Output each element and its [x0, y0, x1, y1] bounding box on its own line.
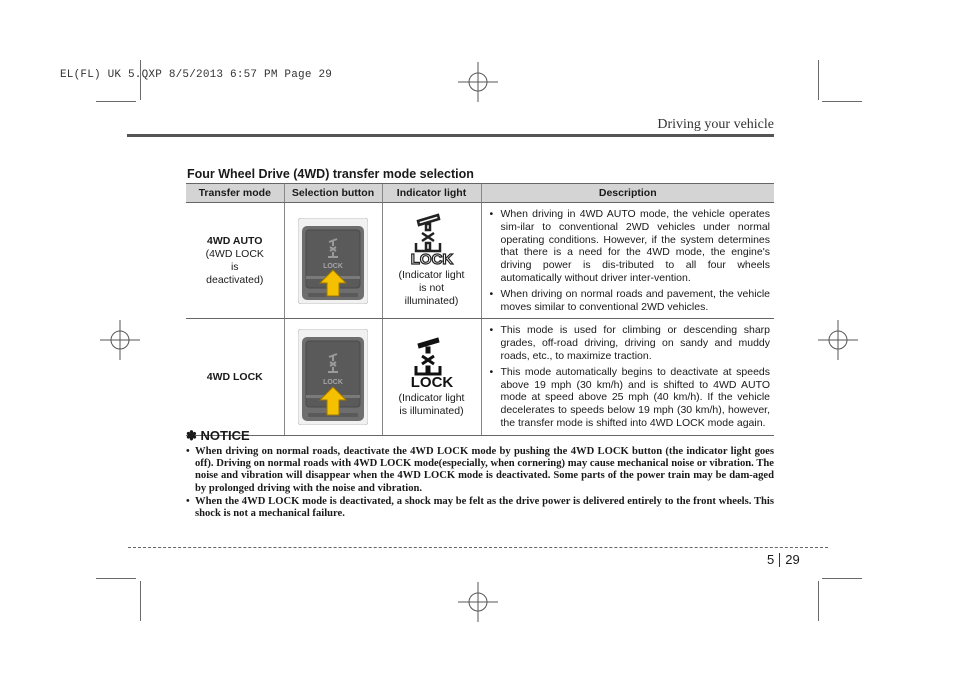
- 4wd-lock-indicator-off-icon: [401, 213, 463, 265]
- notice-heading: [186, 428, 774, 444]
- transfer-mode-cell: [186, 203, 284, 319]
- 4wd-lock-button-illustration: [298, 329, 368, 425]
- transfer-mode-table: [186, 183, 774, 436]
- indicator-caption: (Indicator light is not illuminated): [398, 269, 465, 308]
- description-item: • When driving in 4WD AUTO mode, the vehicle operates sim-ilar to conventional 2WD vehicles under normal operating conditions. However, if the system determines that there is a need for the 4WD mode, the engine's driving power is dis-tributed to all four wheels automatically without driver inter-vention.: [488, 208, 771, 285]
- description-cell: [481, 203, 774, 319]
- crop-mark: [96, 101, 136, 102]
- notice-star-icon: ✽: [186, 428, 197, 443]
- selection-button-cell: [284, 319, 382, 435]
- section-title: Driving your vehicle: [657, 117, 774, 132]
- description-item: • When driving on normal roads and pavement, the vehicle moves similar to conventional 2WD vehicles.: [488, 288, 771, 314]
- column-header-transfer-mode: Transfer mode: [186, 184, 284, 203]
- description-item: • This mode automatically begins to deactivate at speeds above 19 mph (30 km/h) and is shifted to 4WD AUTO mode at speed above 25 mph (40 km/h). If the vehicle decelerates to speeds below 19 mph (30 km/h), however, the transfer mode is shifted into 4WD LOCK mode again.: [488, 366, 771, 430]
- 4wd-lock-indicator-on-icon: [401, 336, 463, 388]
- description-cell: [481, 319, 774, 435]
- button-lock-label: LOCK: [323, 262, 343, 270]
- notice-item: • When the 4WD LOCK mode is deactivated, a shock may be felt as the drive power is delivered entirely to the front wheels. This shock is not a mechanical failure.: [186, 496, 774, 520]
- notice-item: • When driving on normal roads, deactivate the 4WD LOCK mode by pushing the 4WD LOCK button (the indicator light goes off). Driving on normal roads with 4WD LOCK mode(especially, when cornering) may cause mechanical noise or vibration. The noise and vibration will disappear when the 4WD LOCK mode is deactivated. Some parts of the power train may be dam-aged by prolonged driving with the noise and vibration.: [186, 446, 774, 495]
- crop-mark: [822, 101, 862, 102]
- crop-mark: [818, 581, 819, 621]
- indicator-lock-text: LOCK: [410, 374, 453, 389]
- registration-mark-bottom: [458, 582, 498, 622]
- notice-list: [186, 446, 774, 520]
- table-header-row: [186, 184, 774, 203]
- indicator-light-cell: [382, 203, 481, 319]
- chapter-number: 5: [767, 552, 775, 567]
- table-row: [186, 203, 774, 319]
- column-header-description: Description: [481, 184, 774, 203]
- mode-name: 4WD LOCK: [206, 370, 263, 383]
- notice-box: [186, 428, 774, 521]
- crop-mark: [822, 578, 862, 579]
- column-header-indicator-light: Indicator light: [382, 184, 481, 203]
- description-item: • This mode is used for climbing or descending sharp grades, off-road driving, driving on sandy and muddy roads, etc., to maximize traction.: [488, 324, 771, 362]
- crop-mark: [96, 578, 136, 579]
- table-row: [186, 319, 774, 435]
- button-lock-label: LOCK: [323, 379, 343, 387]
- indicator-light-cell: [382, 319, 481, 435]
- description-list: [488, 208, 771, 313]
- selection-button-cell: [284, 203, 382, 319]
- footer-rule: [128, 547, 828, 548]
- header-rule: [127, 134, 774, 137]
- page-number-divider: [779, 553, 780, 567]
- table-title: Four Wheel Drive (4WD) transfer mode selection: [187, 167, 474, 181]
- description-list: [488, 324, 771, 429]
- column-header-selection-button: Selection button: [284, 184, 382, 203]
- registration-mark-right: [818, 320, 858, 360]
- page-number-value: 29: [785, 552, 800, 567]
- indicator-lock-text: LOCK: [410, 251, 453, 266]
- crop-mark: [818, 60, 819, 100]
- registration-mark-left: [100, 320, 140, 360]
- mode-name: 4WD AUTO: [207, 234, 263, 247]
- indicator-caption: (Indicator light is illuminated): [398, 392, 465, 418]
- transfer-mode-cell: [186, 319, 284, 435]
- page-number: [767, 552, 800, 567]
- notice-title: NOTICE: [200, 428, 250, 443]
- print-slug: EL(FL) UK 5.QXP 8/5/2013 6:57 PM Page 29: [60, 69, 333, 81]
- registration-mark-top: [458, 62, 498, 102]
- crop-mark: [140, 581, 141, 621]
- 4wd-lock-button-illustration: [298, 218, 368, 304]
- mode-note: (4WD LOCK is deactivated): [205, 247, 264, 286]
